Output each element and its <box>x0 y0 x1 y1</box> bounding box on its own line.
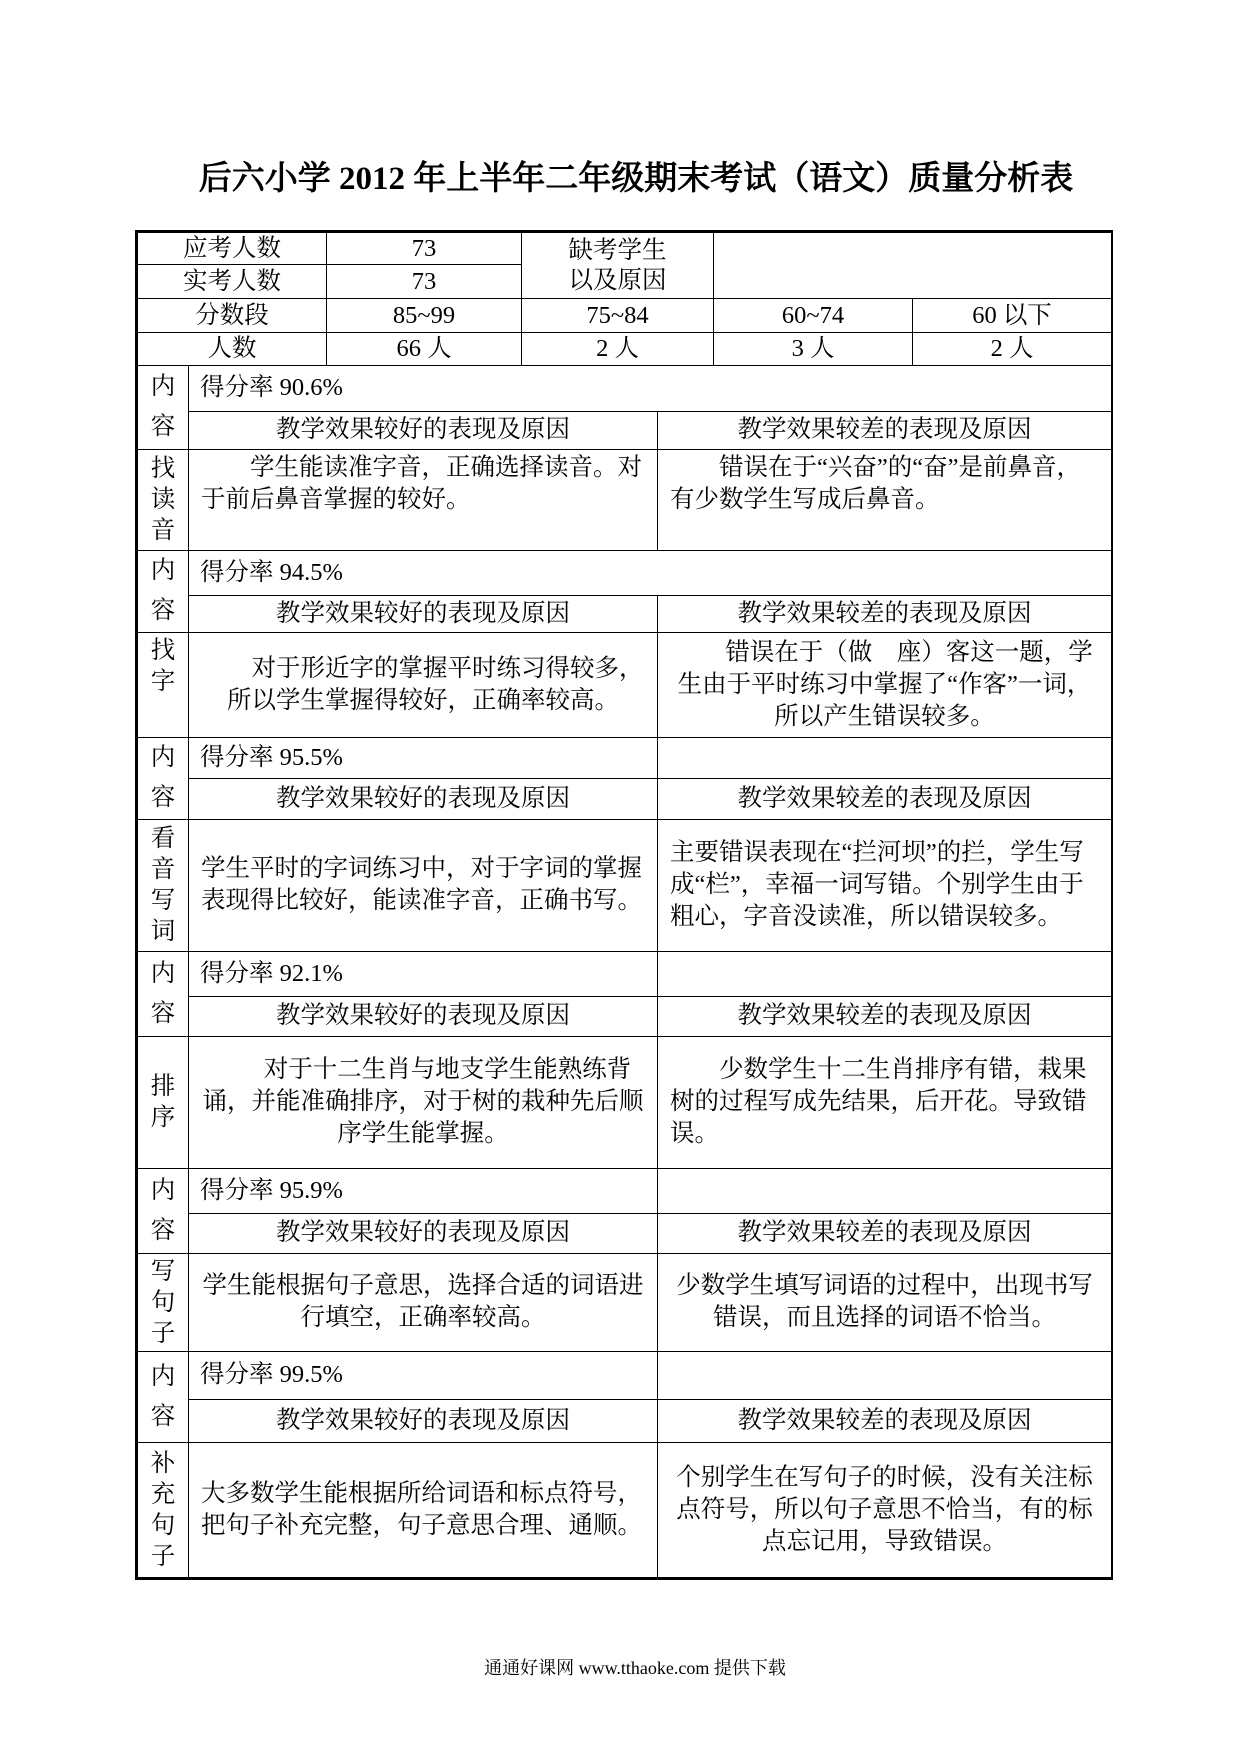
section-5-score-rate: 得分率 95.9% <box>189 1168 658 1213</box>
topic-label-text: 排序 <box>150 1073 176 1131</box>
section-6-score-rate: 得分率 99.5% <box>189 1351 658 1399</box>
score-range-3: 60~74 <box>714 299 913 333</box>
section-4-bad-text: 少数学生十二生肖排序有错，栽果树的过程写成先结果，后开花。导致错误。 <box>658 1036 1112 1168</box>
section-3-score-empty <box>658 737 1112 778</box>
section-5-content-label <box>138 1168 189 1253</box>
section-5-header-row <box>138 1213 1112 1253</box>
section-2-bad-text: 错误在于（做 座）客这一题，学生由于平时练习中掌握了“作客”一词，所以产生错误较多。 <box>658 632 1112 737</box>
topic-label-text: 找读音 <box>150 455 176 544</box>
section-4-score-rate: 得分率 92.1% <box>189 951 658 996</box>
section-1-topic-label <box>138 449 189 550</box>
section-2-score-row <box>138 550 1112 595</box>
section-3-content-row <box>138 819 1112 951</box>
section-6-bad-header: 教学效果较差的表现及原因 <box>658 1399 1112 1442</box>
absent-label-line-1: 缺考学生 <box>568 236 667 264</box>
section-6-score-row <box>138 1351 1112 1399</box>
section-6-topic-label <box>138 1442 189 1577</box>
section-1-header-row <box>138 411 1112 449</box>
section-table <box>137 366 1112 1578</box>
section-3-good-text: 学生平时的字词练习中，对于字词的掌握表现得比较好，能读准字音，正确书写。 <box>189 819 658 951</box>
student-count-2: 2 人 <box>522 333 714 366</box>
score-range-2: 75~84 <box>522 299 714 333</box>
section-4-content-row <box>138 1036 1112 1168</box>
student-count-row <box>138 333 1112 366</box>
section-5-good-header: 教学效果较好的表现及原因 <box>189 1213 658 1253</box>
score-range-label: 分数段 <box>138 299 327 333</box>
summary-table <box>137 232 1112 366</box>
section-2-content-row <box>138 632 1112 737</box>
section-5-score-row <box>138 1168 1112 1213</box>
content-label-text: 内容 <box>150 959 176 1027</box>
section-4-good-header: 教学效果较好的表现及原因 <box>189 996 658 1036</box>
student-count-1: 66 人 <box>327 333 522 366</box>
actual-count-value: 73 <box>327 265 522 299</box>
content-label-text: 内容 <box>150 557 176 624</box>
section-4-topic-label <box>138 1036 189 1168</box>
section-6-good-text: 大多数学生能根据所给词语和标点符号，把句子补充完整，句子意思合理、通顺。 <box>189 1442 658 1577</box>
score-range-row <box>138 299 1112 333</box>
section-1-good-header: 教学效果较好的表现及原因 <box>189 411 658 449</box>
expected-count-value: 73 <box>327 233 522 265</box>
section-3-bad-header: 教学效果较差的表现及原因 <box>658 778 1112 819</box>
student-count-label: 人数 <box>138 333 327 366</box>
section-1-score-row <box>138 366 1112 411</box>
section-3-content-label <box>138 737 189 819</box>
section-6-bad-text: 个别学生在写句子的时候，没有关注标点符号，所以句子意思不恰当，有的标点忘记用，导致错误。 <box>658 1442 1112 1577</box>
section-5-score-empty <box>658 1168 1112 1213</box>
section-5-good-text: 学生能根据句子意思，选择合适的词语进行填空，正确率较高。 <box>189 1253 658 1351</box>
expected-count-label: 应考人数 <box>138 233 327 265</box>
section-2-bad-header: 教学效果较差的表现及原因 <box>658 595 1112 632</box>
section-2-content-label <box>138 550 189 632</box>
section-3-good-header: 教学效果较好的表现及原因 <box>189 778 658 819</box>
section-2-topic-label <box>138 632 189 737</box>
section-4-content-label <box>138 951 189 1036</box>
section-4-good-text: 对于十二生肖与地支学生能熟练背诵，并能准确排序，对于树的栽种先后顺序学生能掌握。 <box>189 1036 658 1168</box>
section-6-content-label <box>138 1351 189 1442</box>
absent-label-line-2: 以及原因 <box>568 266 667 294</box>
section-4-score-row <box>138 951 1112 996</box>
section-5-bad-text: 少数学生填写词语的过程中，出现书写错误，而且选择的词语不恰当。 <box>658 1253 1112 1351</box>
section-5-bad-header: 教学效果较差的表现及原因 <box>658 1213 1112 1253</box>
content-label-text: 内容 <box>150 373 176 441</box>
absent-students-value <box>714 233 1112 299</box>
absent-students-label <box>522 233 714 299</box>
section-4-header-row <box>138 996 1112 1036</box>
score-range-1: 85~99 <box>327 299 522 333</box>
section-1-good-text: 学生能读准字音，正确选择读音。对于前后鼻音掌握的较好。 <box>189 449 658 550</box>
expected-row <box>138 233 1112 265</box>
section-1-bad-text: 错误在于“兴奋”的“奋”是前鼻音，有少数学生写成后鼻音。 <box>658 449 1112 550</box>
section-6-content-row <box>138 1442 1112 1577</box>
section-2-good-header: 教学效果较好的表现及原因 <box>189 595 658 632</box>
topic-label-text: 补充句子 <box>150 1449 176 1570</box>
section-3-topic-label <box>138 819 189 951</box>
content-label-text: 内容 <box>150 1362 176 1430</box>
section-3-header-row <box>138 778 1112 819</box>
section-5-topic-label <box>138 1253 189 1351</box>
section-1-score-rate: 得分率 90.6% <box>189 366 1112 411</box>
content-label-text: 内容 <box>150 1176 176 1244</box>
section-4-score-empty <box>658 951 1112 996</box>
section-6-score-empty <box>658 1351 1112 1399</box>
score-range-4: 60 以下 <box>913 299 1112 333</box>
topic-label-text: 找字 <box>150 636 176 695</box>
content-label-text: 内容 <box>150 744 176 811</box>
topic-label-text: 写句子 <box>150 1257 176 1347</box>
section-6-good-header: 教学效果较好的表现及原因 <box>189 1399 658 1442</box>
topic-label-text: 看音写词 <box>150 825 176 945</box>
section-2-good-text: 对于形近字的掌握平时练习得较多，所以学生掌握得较好，正确率较高。 <box>189 632 658 737</box>
page-title: 后六小学 2012 年上半年二年级期末考试（语文）质量分析表 <box>198 161 1074 197</box>
section-3-score-row <box>138 737 1112 778</box>
section-6-header-row <box>138 1399 1112 1442</box>
page-footer: 通通好课网 www.tthaoke.com 提供下载 <box>484 1658 786 1678</box>
section-1-content-label <box>138 366 189 449</box>
section-4-bad-header: 教学效果较差的表现及原因 <box>658 996 1112 1036</box>
section-1-content-row <box>138 449 1112 550</box>
analysis-sheet <box>137 232 1111 1578</box>
section-2-header-row <box>138 595 1112 632</box>
actual-count-label: 实考人数 <box>138 265 327 299</box>
section-3-score-rate: 得分率 95.5% <box>189 737 658 778</box>
student-count-3: 3 人 <box>714 333 913 366</box>
section-1-bad-header: 教学效果较差的表现及原因 <box>658 411 1112 449</box>
section-2-score-rate: 得分率 94.5% <box>189 550 1112 595</box>
student-count-4: 2 人 <box>913 333 1112 366</box>
section-5-content-row <box>138 1253 1112 1351</box>
section-3-bad-text: 主要错误表现在“拦河坝”的拦，学生写成“栏”，幸福一词写错。个别学生由于粗心，字音没读准，所以错误较多。 <box>658 819 1112 951</box>
